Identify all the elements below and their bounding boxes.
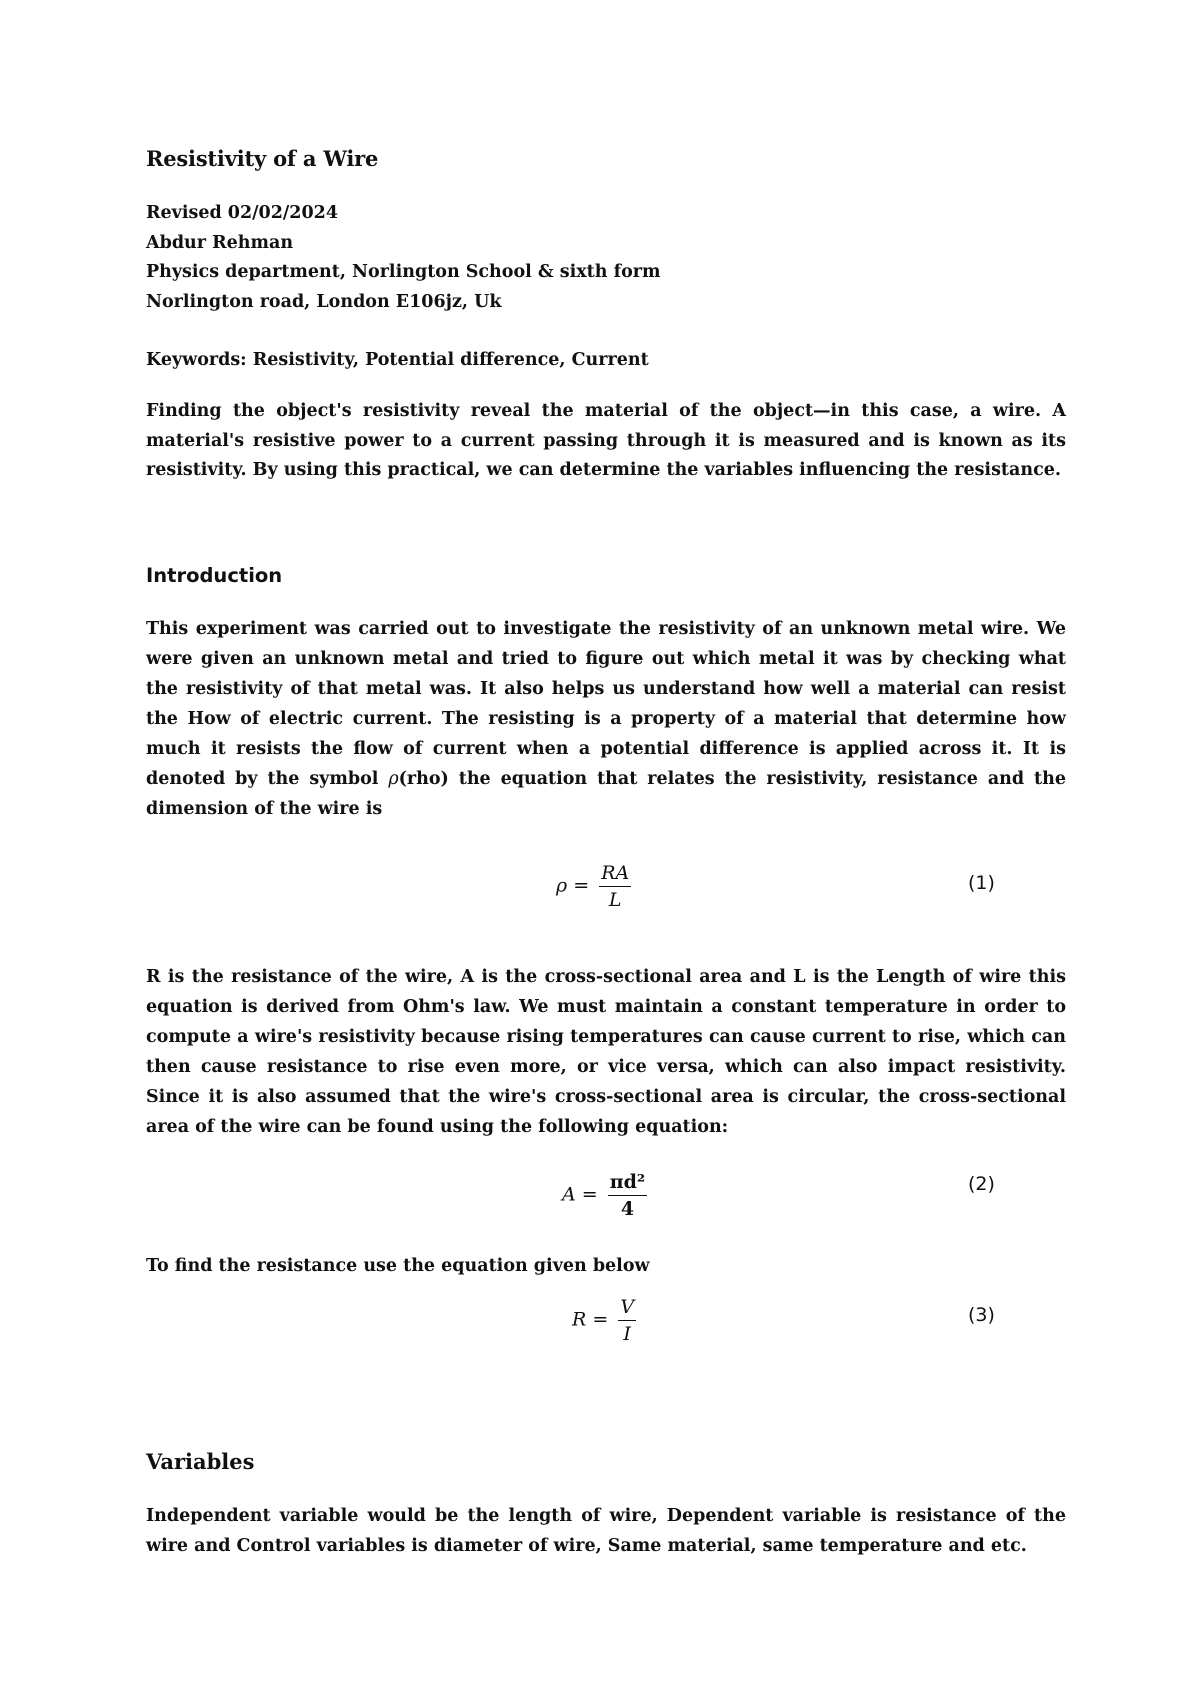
- equation-1-label: (1): [968, 872, 995, 894]
- address: Norlington road, London E106jz, Uk: [146, 291, 502, 312]
- equation-3-fraction: [618, 1296, 636, 1345]
- equation-2-denominator: 4: [620, 1198, 635, 1220]
- equation-1-denominator: L: [608, 889, 622, 911]
- equation-3-lhs: R =: [572, 1308, 609, 1331]
- equation-1-numerator: RA: [599, 862, 631, 887]
- variables-paragraph: Independent variable would be the length of wire, Dependent variable is resistance of the wire and Control variables is diameter of wire, Same material, same temperature and etc.: [146, 1506, 1066, 1556]
- department: Physics department, Norlington School & sixth form: [146, 262, 661, 282]
- equation-2-numerator: πd²: [608, 1171, 648, 1196]
- meta-block: [146, 199, 661, 317]
- equation-2-lhs: A =: [562, 1183, 598, 1206]
- equation-3-label: (3): [968, 1304, 995, 1326]
- equation-2-label: (2): [968, 1173, 995, 1195]
- equation-2-fraction: [608, 1171, 648, 1220]
- equation-3-denominator: I: [623, 1323, 631, 1345]
- keywords: Keywords: Resistivity, Potential difference, Current: [146, 350, 649, 370]
- equation-1-fraction: [599, 862, 631, 911]
- paragraph-ohms-law: R is the resistance of the wire, A is the cross-sectional area and L is the Length of wire this equation is derived from Ohm's law. We must maintain a constant temperature in order to compute a wire's resistivity because rising temperatures can cause current to rise, which can then cause resistance to rise even more, or vice versa, which can also impact resistivity. Since it is also assumed that the wire's cross-sectional area is circular, the cross-sectional area of the wire can be found using the following equation:: [146, 967, 1066, 1137]
- author-name: Abdur Rehman: [146, 232, 294, 253]
- find-resistance-text: To find the resistance use the equation given below: [146, 1256, 650, 1276]
- document-page: [146, 0, 1066, 1696]
- abstract: Finding the object's resistivity reveal the material of the object—in this case, a wire. A material's resistive power to a current passing through it is measured and is known as its resistivity. By using this practical, we can determine the variables influencing the resistance.: [146, 401, 1066, 480]
- paper-title: Resistivity of a Wire: [146, 146, 379, 171]
- equation-3-numerator: V: [618, 1296, 636, 1321]
- introduction-lead: This experiment was carried out to investigate the resistivity of an unknown metal wire. We were given an unknown metal and tried to figure out which metal it was by checking what the resistivity of that metal was. It also helps us understand how well a material can resist the How of electric current. The resisting is a property of a material that determine how much it resists the flow of current when a potential difference is applied across it. It is denoted by the symbol: [146, 619, 1066, 789]
- introduction-tail: (rho) the equation that relates the resistivity, resistance and the dimension of the wire is: [146, 769, 1066, 819]
- equation-1-lhs: ρ =: [556, 874, 590, 897]
- introduction-paragraph: [146, 614, 1066, 824]
- rho-symbol: ρ: [388, 769, 399, 789]
- introduction-heading: Introduction: [146, 564, 283, 587]
- variables-heading: Variables: [146, 1449, 255, 1474]
- revised-date: Revised 02/02/2024: [146, 203, 339, 223]
- equation-3: [572, 1296, 636, 1345]
- equation-2: [562, 1171, 647, 1220]
- equation-1: [556, 862, 631, 911]
